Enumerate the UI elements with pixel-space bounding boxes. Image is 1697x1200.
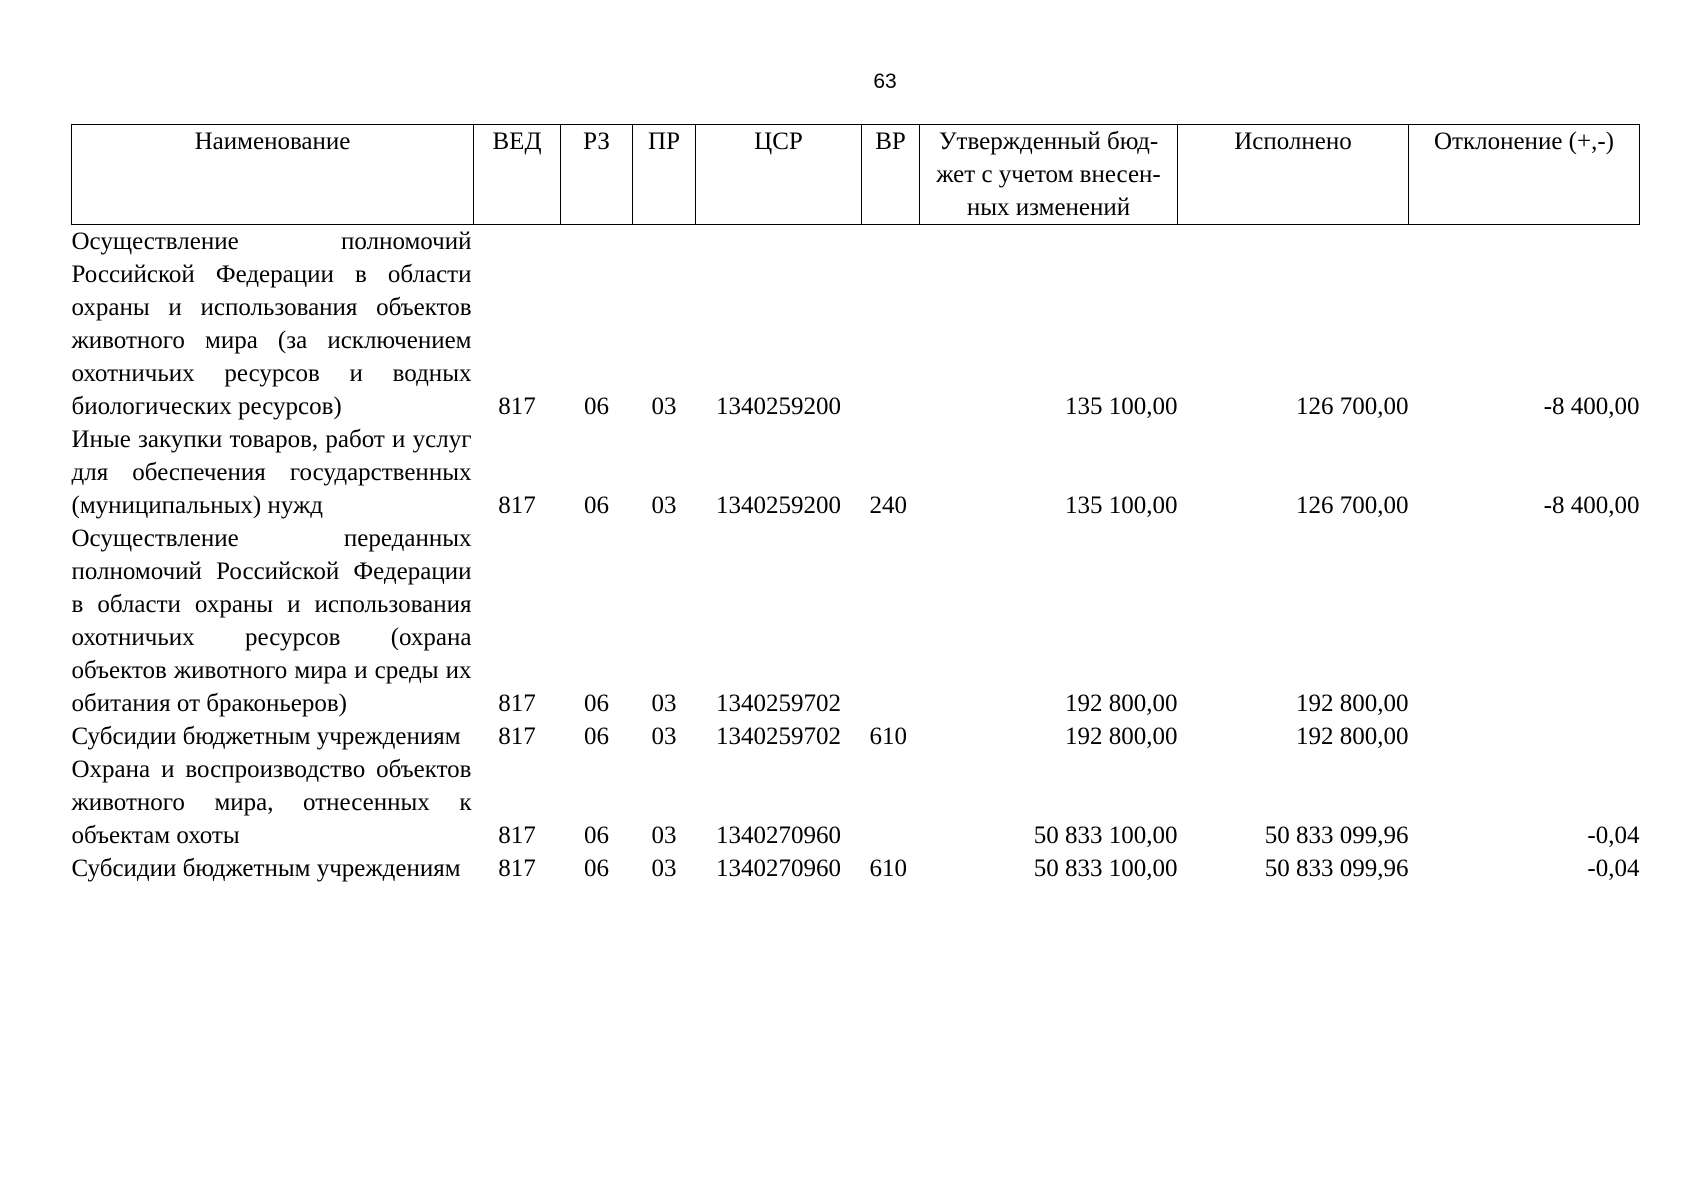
header-executed: Исполнено — [1178, 125, 1409, 225]
header-pr: ПР — [633, 125, 696, 225]
page-number: 63 — [873, 70, 897, 93]
row-vr: 240 — [869, 492, 907, 519]
row-name: Иные закупки товаров, работ и услуг для обеспечения государственных (муниципальных) нужд — [71, 426, 472, 519]
row-vr: 610 — [869, 855, 907, 882]
row-csr: 1340259702 — [716, 690, 841, 717]
row-vr — [862, 522, 920, 720]
row-rz: 06 — [584, 723, 609, 750]
header-rz: РЗ — [561, 125, 633, 225]
row-executed: 50 833 099,96 — [1264, 822, 1409, 849]
row-rz: 06 — [584, 492, 609, 519]
row-pr: 03 — [651, 492, 677, 519]
row-rz: 06 — [584, 822, 609, 849]
table-row — [72, 423, 1640, 522]
row-name: Охрана и воспроизводство объектов животного мира, отнесенных к объектам охоты — [71, 756, 472, 849]
row-ved: 817 — [498, 690, 536, 717]
row-approved: 192 800,00 — [1065, 723, 1178, 750]
row-deviation — [1409, 522, 1640, 720]
row-pr: 03 — [651, 855, 677, 882]
table-header — [72, 125, 1640, 225]
row-approved: 135 100,00 — [1065, 393, 1178, 420]
row-rz: 06 — [584, 393, 609, 420]
table-row — [72, 753, 1640, 852]
row-approved: 50 833 100,00 — [1033, 822, 1178, 849]
row-deviation: -0,04 — [1587, 822, 1640, 849]
row-name: Субсидии бюджетным учреждениям — [71, 723, 461, 750]
row-deviation: -0,04 — [1587, 855, 1640, 882]
row-vr — [862, 225, 920, 424]
row-ved: 817 — [498, 393, 536, 420]
budget-table — [71, 124, 1640, 885]
row-deviation — [1409, 720, 1640, 753]
row-vr: 610 — [869, 723, 907, 750]
table-row — [72, 225, 1640, 424]
header-vr: ВР — [862, 125, 920, 225]
row-pr: 03 — [651, 393, 677, 420]
row-vr — [862, 753, 920, 852]
row-executed: 192 800,00 — [1296, 690, 1409, 717]
header-csr: ЦСР — [696, 125, 862, 225]
row-ved: 817 — [498, 822, 536, 849]
row-pr: 03 — [651, 690, 677, 717]
row-approved: 135 100,00 — [1065, 492, 1178, 519]
header-name: Наименование — [72, 125, 474, 225]
row-name: Осуществление переданных полномочий Российской Федерации в области охраны и использования охотничьих ресурсов (охрана объектов животного мира и среды их обитания от браконьеров) — [71, 525, 472, 717]
row-rz: 06 — [584, 690, 609, 717]
table-row — [72, 522, 1640, 720]
row-pr: 03 — [651, 723, 677, 750]
row-name: Субсидии бюджетным учреждениям — [71, 855, 461, 882]
header-deviation: Отклонение (+,-) — [1409, 125, 1640, 225]
row-rz: 06 — [584, 855, 609, 882]
row-approved: 192 800,00 — [1065, 690, 1178, 717]
row-deviation: -8 400,00 — [1543, 393, 1640, 420]
row-ved: 817 — [498, 723, 536, 750]
row-executed: 126 700,00 — [1296, 492, 1409, 519]
row-approved: 50 833 100,00 — [1033, 855, 1178, 882]
table-row — [72, 720, 1640, 753]
row-executed: 192 800,00 — [1296, 723, 1409, 750]
row-ved: 817 — [498, 492, 536, 519]
header-approved: Утвержденный бюд-жет с учетом внесен-ных изменений — [920, 125, 1178, 225]
row-executed: 126 700,00 — [1296, 393, 1409, 420]
row-csr: 1340259200 — [716, 492, 841, 519]
row-pr: 03 — [651, 822, 677, 849]
row-csr: 1340259702 — [716, 723, 841, 750]
header-ved: ВЕД — [474, 125, 561, 225]
row-csr: 1340270960 — [716, 822, 841, 849]
row-name: Осуществление полномочий Российской Федерации в области охраны и использования объектов животного мира (за исключением охотничьих ресурсов и водных биологических ресурсов) — [71, 228, 472, 420]
row-ved: 817 — [498, 855, 536, 882]
row-csr: 1340259200 — [716, 393, 841, 420]
row-executed: 50 833 099,96 — [1264, 855, 1409, 882]
table-body — [72, 225, 1640, 886]
table-row — [72, 852, 1640, 885]
row-deviation: -8 400,00 — [1543, 492, 1640, 519]
row-csr: 1340270960 — [716, 855, 841, 882]
